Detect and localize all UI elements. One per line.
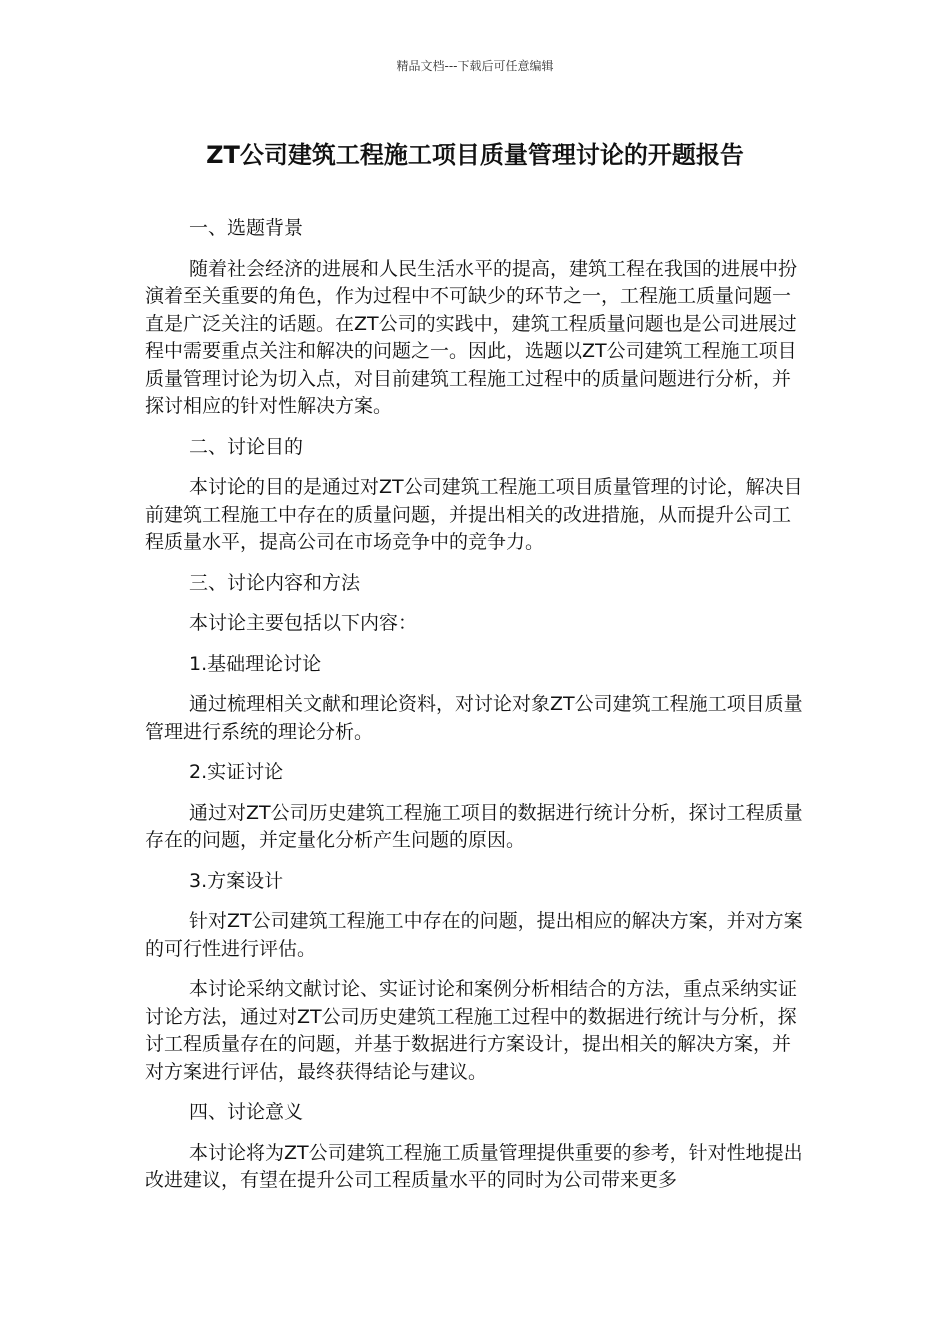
document-body xyxy=(145,215,809,1208)
paragraph-theory: 通过梳理相关文献和理论资料，对讨论对象ZT公司建筑工程施工项目质量管理进行系统的理论分析。 xyxy=(145,693,803,743)
section-heading-content-method: 三、讨论内容和方法 xyxy=(189,571,361,594)
paragraph-purpose: 本讨论的目的是通过对ZT公司建筑工程施工项目质量管理的讨论，解决目前建筑工程施工中存在的质量问题，并提出相关的改进措施，从而提升公司工程质量水平，提高公司在市场竞争中的竞争力。 xyxy=(145,476,803,553)
section-heading-background: 一、选题背景 xyxy=(189,217,304,239)
subheading-empirical: 2.实证讨论 xyxy=(189,761,284,783)
subheading-theory: 1.基础理论讨论 xyxy=(189,652,322,675)
document-title: ZT公司建筑工程施工项目质量管理讨论的开题报告 xyxy=(206,141,744,169)
paragraph-empirical: 通过对ZT公司历史建筑工程施工项目的数据进行统计分析，探讨工程质量存在的问题，并定量化分析产生问题的原因。 xyxy=(145,801,803,851)
paragraph-method: 本讨论采纳文献讨论、实证讨论和案例分析相结合的方法，重点采纳实证讨论方法，通过对ZT公司历史建筑工程施工过程中的数据进行统计与分析，探讨工程质量存在的问题，并基于数据进行方案设计，提出相关的解决方案，并对方案进行评估，最终获得结论与建议。 xyxy=(145,978,798,1083)
paragraph-background: 随着社会经济的进展和人民生活水平的提高，建筑工程在我国的进展中扮演着至关重要的角色，作为过程中不可缺少的环节之一，工程施工质量问题一直是广泛关注的话题。在ZT公司的实践中，建筑工程质量问题也是公司进展过程中需要重点关注和解决的问题之一。因此，选题以ZT公司建筑工程施工项目质量管理讨论为切入点，对目前建筑工程施工过程中的质量问题进行分析，并探讨相应的针对性解决方案。 xyxy=(145,257,798,417)
header-note: 精品文档---下载后可任意编辑 xyxy=(396,59,554,73)
section-heading-significance: 四、讨论意义 xyxy=(189,1101,304,1123)
subheading-design: 3.方案设计 xyxy=(189,869,284,892)
section-heading-purpose: 二、讨论目的 xyxy=(189,435,304,458)
paragraph-design: 针对ZT公司建筑工程施工中存在的问题，提出相应的解决方案，并对方案的可行性进行评估。 xyxy=(145,910,803,960)
paragraph-content-intro: 本讨论主要包括以下内容： xyxy=(189,612,418,634)
paragraph-significance: 本讨论将为ZT公司建筑工程施工质量管理提供重要的参考，针对性地提出改进建议，有望在提升公司工程质量水平的同时为公司带来更多 xyxy=(145,1141,803,1191)
